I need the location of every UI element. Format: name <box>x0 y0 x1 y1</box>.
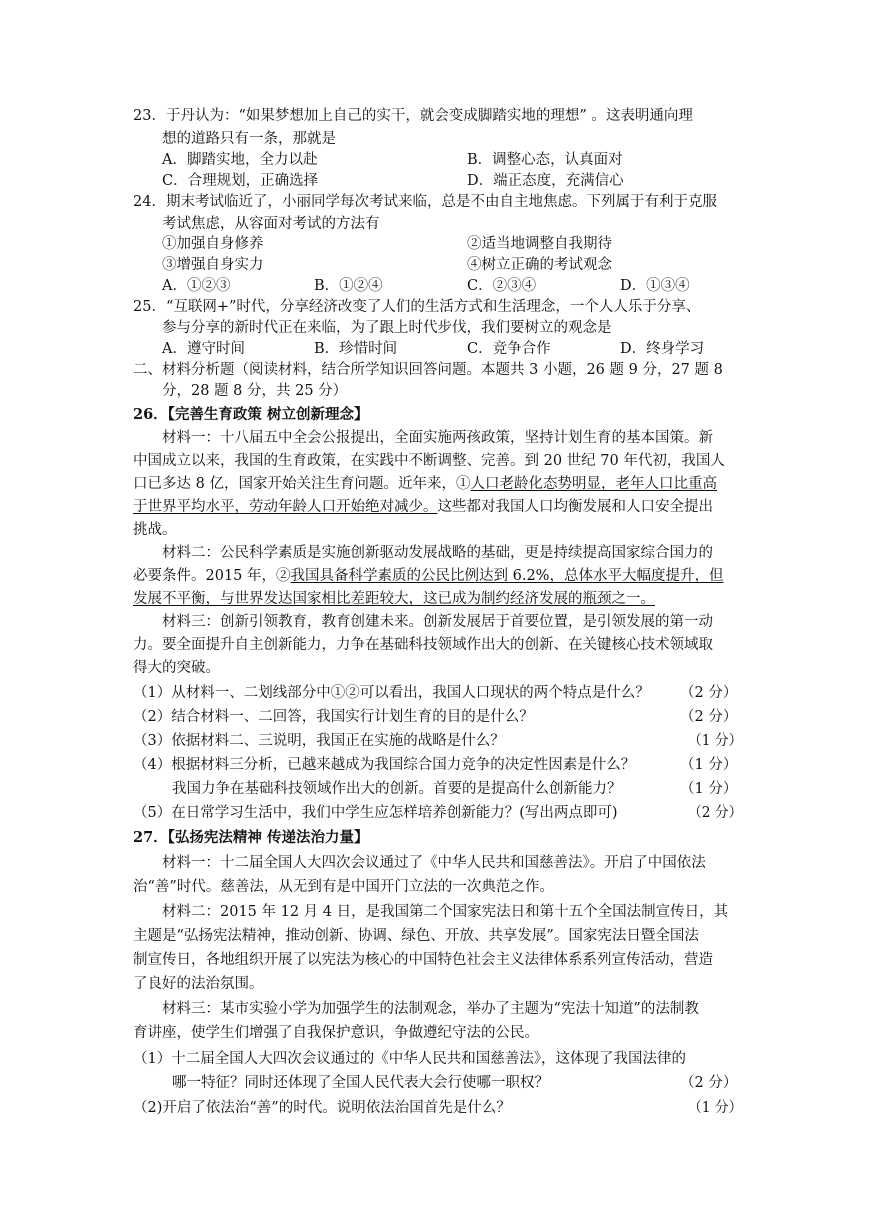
q26-subq3: （3）依据材料二、三说明，我国正在实施的战略是什么？ <box>133 733 505 749</box>
q26-subq4b-points: （1 分） <box>680 781 738 797</box>
q26-subq2: （2）结合材料一、二回答，我国实行计划生育的目的是什么？ <box>133 709 534 725</box>
q26-underline-2a: 我国具备科学素质的公民比例达到 6.2%，总体水平大幅度提升，但 <box>290 568 724 584</box>
q24-item-1: ①加强自身修养 <box>162 236 264 252</box>
q26-subq1: （1）从材料一、二划线部分中①②可以看出，我国人口现状的两个特点是什么？ <box>133 685 650 701</box>
q23-stem-line2: 想的道路只有一条，那就是 <box>162 131 336 147</box>
q27-material2-line4: 了良好的法治氛围。 <box>133 976 264 992</box>
q27-title: 27．【弘扬宪法精神 传递法治力量】 <box>133 829 369 846</box>
q24-option-c: C．②③④ <box>467 278 537 294</box>
q27-material2-line2: 主题是“弘扬宪法精神，推动创新、协调、绿色、开放、共享发展”。国家宪法日暨全国法 <box>133 928 699 944</box>
q26-subq4-points: （1 分） <box>680 757 738 773</box>
q26-material1-line3 <box>133 474 717 494</box>
q26-underline-1b: 于世界平均水平，劳动年龄人口开始绝对减少。 <box>133 499 438 515</box>
q26-material1-line5: 挑战。 <box>133 522 177 538</box>
q26-material3-line3: 得大的突破。 <box>133 660 220 676</box>
q25-option-d: D．终身学习 <box>620 341 705 357</box>
q27-material2-line1: 材料二：2015 年 12 月 4 日，是我国第二个国家宪法日和第十五个全国法制宣传日，其 <box>162 904 729 920</box>
q23-option-a: A．脚踏实地，全力以赴 <box>162 152 318 168</box>
q26-material1-line4-plain: 这些都对我国人口均衡发展和人口安全提出 <box>437 499 713 515</box>
q27-subq1-line1: （1）十二届全国人大四次会议通过的《中华人民共和国慈善法》，这体现了我国法律的 <box>133 1051 686 1067</box>
q27-material1-line2: 治“善”时代。慈善法，从无到有是中国开门立法的一次典范之作。 <box>133 879 554 895</box>
q26-subq2-points: （2 分） <box>680 709 738 725</box>
q24-item-3: ③增强自身实力 <box>162 257 264 273</box>
q24-stem-line2: 考试焦虑，从容面对考试的方法有 <box>162 216 380 232</box>
q27-material3-line1: 材料三：某市实验小学为加强学生的法制观念，举办了主题为“宪法十知道”的法制教 <box>162 1001 699 1017</box>
q26-subq4: （4）根据材料三分析，已越来越成为我国综合国力竞争的决定性因素是什么？ <box>133 757 636 773</box>
q26-material2-line2 <box>133 566 723 586</box>
q24-item-2: ②适当地调整自我期待 <box>467 236 612 252</box>
q25-option-a: A．遵守时间 <box>162 341 245 357</box>
q26-subq1-points: （2 分） <box>680 685 738 701</box>
q26-subq5-points: （2 分） <box>688 805 743 821</box>
q26-subq3-points: （1 分） <box>688 733 743 749</box>
q24-item-4: ④树立正确的考试观念 <box>467 257 612 273</box>
q23-option-c: C．合理规划，正确选择 <box>162 173 319 189</box>
q27-material2-line3: 制宣传日，各地组织开展了以宪法为核心的中国特色社会主义法律体系系列宣传活动，营造 <box>133 952 713 968</box>
q23-option-b: B．调整心态，认真面对 <box>467 152 623 168</box>
q26-material1-line2: 中国成立以来，我国的生育政策，在实践中不断调整、完善。到 20 世纪 70 年代初，我国人 <box>133 453 725 469</box>
q27-material3-line2: 育讲座，使学生们增强了自我保护意识，争做遵纪守法的公民。 <box>133 1025 539 1041</box>
q26-material3-line2: 力。要全面提升自主创新能力，力争在基础科技领域作出大的创新、在关键核心技术领域取 <box>133 637 713 653</box>
q27-subq2-points: （1 分） <box>688 1100 743 1116</box>
q26-material2-line1: 材料二：公民科学素质是实施创新驱动发展战略的基础，更是持续提高国家综合国力的 <box>162 545 713 561</box>
q26-material1-line1: 材料一：十八届五中全会公报提出，全面实施两孩政策，坚持计划生育的基本国策。新 <box>162 430 713 446</box>
q27-material1-line1: 材料一：十二届全国人大四次会议通过了《中华人民共和国慈善法》。开启了中国依法 <box>162 855 706 871</box>
q26-subq5: （5）在日常学习生活中，我们中学生应怎样培养创新能力？(写出两点即可) <box>133 805 618 821</box>
q25-stem-line1: 25．“互联网+”时代，分享经济改变了人们的生活方式和生活理念，一个人人乐于分享、 <box>133 299 701 315</box>
q27-subq1-line2: 哪一特征？同时还体现了全国人民代表大会行使哪一职权？ <box>172 1075 549 1091</box>
q24-stem-line1: 24．期末考试临近了，小丽同学每次考试来临，总是不由自主地焦虑。下列属于有利于克服 <box>133 194 717 210</box>
q25-stem-line2: 参与分享的新时代正在来临，为了跟上时代步伐，我们要树立的观念是 <box>162 320 612 336</box>
q26-material1-line4 <box>133 497 713 517</box>
q23-stem-line1: 23．于丹认为：“如果梦想加上自己的实干，就会变成脚踏实地的理想” 。这表明通向理 <box>133 108 693 124</box>
q26-title: 26．【完善生育政策 树立创新理念】 <box>133 406 369 423</box>
q24-option-b: B．①②④ <box>314 278 383 294</box>
section2-heading-line2: 分，28 题 8 分，共 25 分） <box>162 383 348 399</box>
q23-option-d: D．端正态度，充满信心 <box>467 173 624 189</box>
q25-option-b: B．珍惜时间 <box>314 341 398 357</box>
q26-subq4b: 我国力争在基础科技领域作出大的创新。首要的是提高什么创新能力？ <box>172 781 622 797</box>
q26-material2-line2-plain: 必要条件。2015 年，② <box>133 568 291 584</box>
q27-subq2: （2)开启了依法治“善”的时代。说明依法治国首先是什么？ <box>133 1100 511 1116</box>
q24-option-a: A．①②③ <box>162 278 231 294</box>
q27-subq1-points: （2 分） <box>680 1075 738 1091</box>
q24-option-d: D．①③④ <box>620 278 690 294</box>
q26-underline-1a: 人口老龄化态势明显，老年人口比重高 <box>470 476 717 492</box>
q26-material3-line1: 材料三：创新引领教育，教育创建未来。创新发展居于首要位置，是引领发展的第一动 <box>162 614 713 630</box>
q25-option-c: C．竞争合作 <box>467 341 551 357</box>
section2-heading-line1: 二、材料分析题（阅读材料，结合所学知识回答问题。本题共 3 小题，26 题 9 分，27 题 8 <box>133 362 723 378</box>
q26-material1-line3-plain: 口已多达 8 亿，国家开始关注生育问题。近年来，① <box>133 476 471 492</box>
q26-underline-2b: 发展不平衡，与世界发达国家相比差距较大，这已成为制约经济发展的瓶颈之一。 <box>133 591 655 607</box>
